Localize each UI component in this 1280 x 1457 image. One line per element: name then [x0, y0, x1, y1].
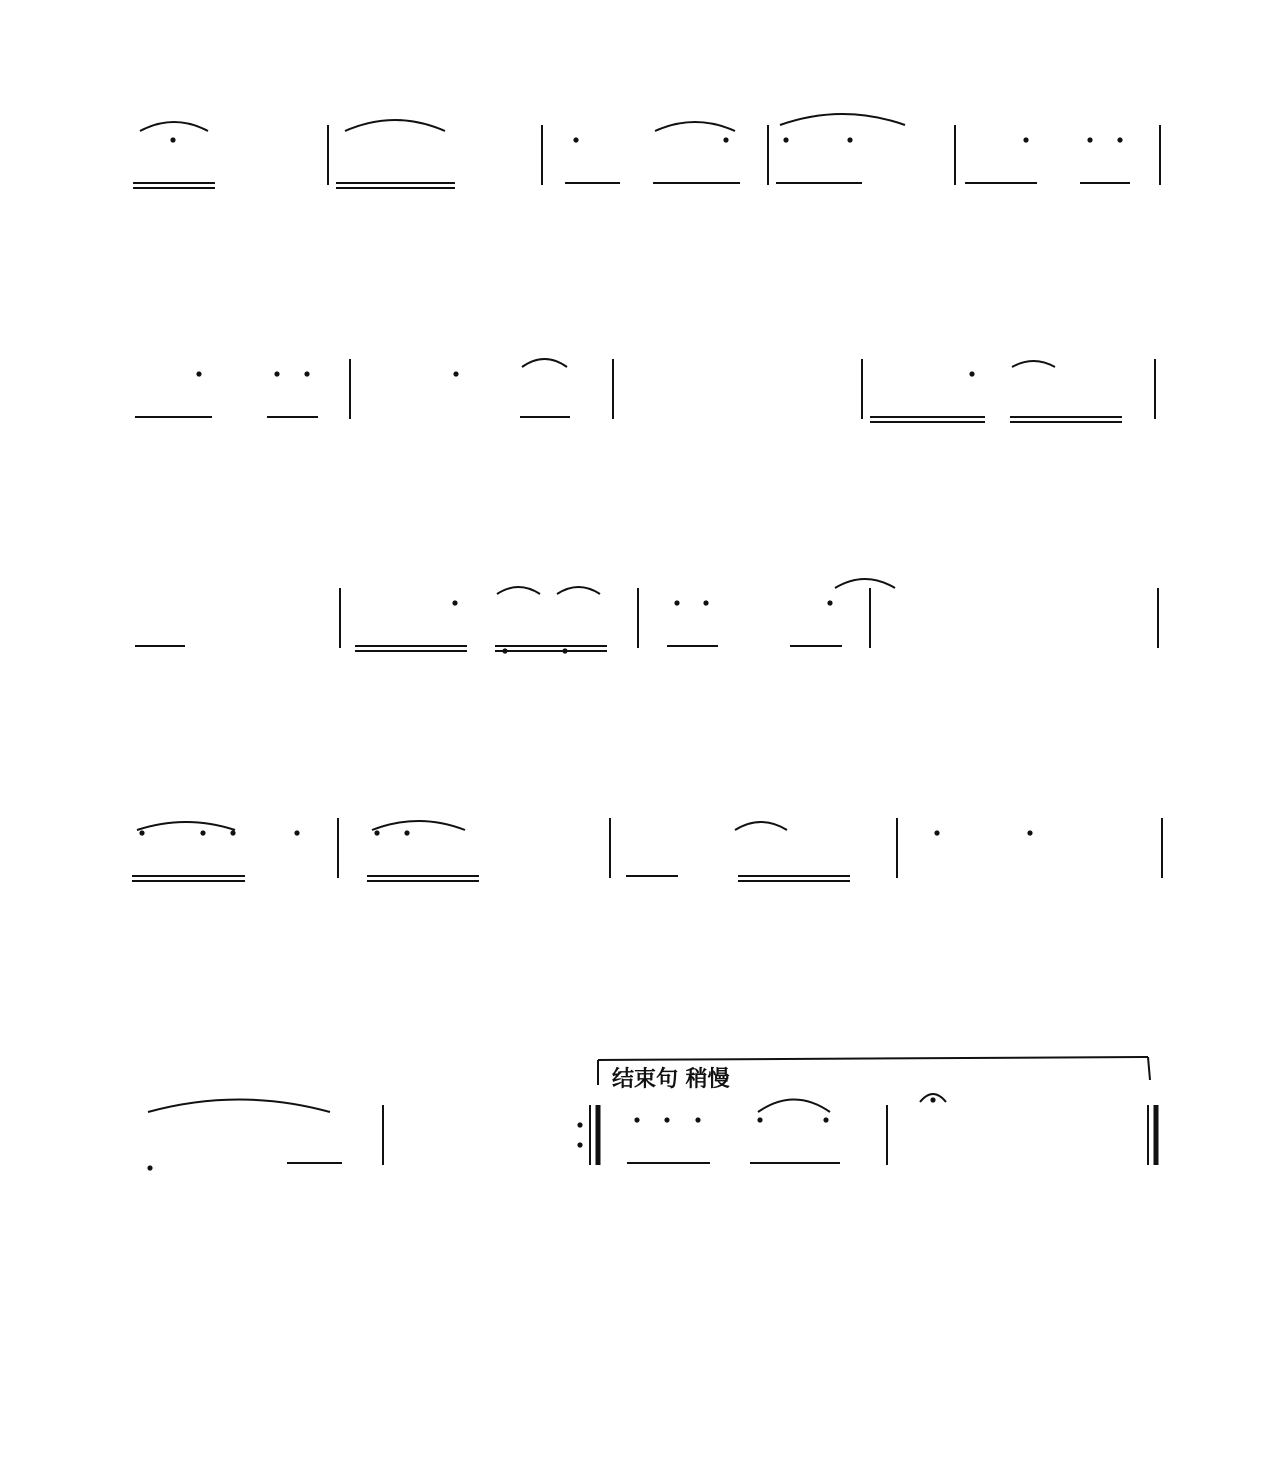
- upper-octave-dot: [969, 371, 974, 376]
- upper-octave-dot: [230, 830, 235, 835]
- upper-octave-dot: [847, 137, 852, 142]
- upper-octave-dot: [1023, 137, 1028, 142]
- slur-arc: [758, 1100, 830, 1113]
- upper-octave-dot: [723, 137, 728, 142]
- slur-arc: [345, 120, 445, 131]
- slur-arc: [497, 587, 540, 594]
- slur-arc: [372, 821, 465, 830]
- upper-octave-dot: [695, 1117, 700, 1122]
- upper-octave-dot: [573, 137, 578, 142]
- upper-octave-dot: [664, 1117, 669, 1122]
- slur-arc: [655, 122, 735, 131]
- upper-octave-dot: [294, 830, 299, 835]
- slur-arc: [140, 122, 208, 131]
- fermata-dot: [930, 1097, 935, 1102]
- slur-arc: [148, 1100, 330, 1113]
- slur-arc: [557, 587, 600, 594]
- upper-octave-dot: [453, 371, 458, 376]
- upper-octave-dot: [634, 1117, 639, 1122]
- ending-bracket-top: [598, 1057, 1148, 1060]
- lower-octave-dot: [147, 1165, 152, 1170]
- upper-octave-dot: [304, 371, 309, 376]
- slur-arc: [137, 822, 235, 830]
- repeat-dot: [577, 1142, 582, 1147]
- upper-octave-dot: [200, 830, 205, 835]
- upper-octave-dot: [170, 137, 175, 142]
- upper-octave-dot: [404, 830, 409, 835]
- upper-octave-dot: [274, 371, 279, 376]
- upper-octave-dot: [1117, 137, 1122, 142]
- upper-octave-dot: [934, 830, 939, 835]
- repeat-dot: [577, 1122, 582, 1127]
- ending-bracket-right: [1148, 1057, 1150, 1080]
- slur-arc: [780, 114, 905, 125]
- slur-arc: [735, 822, 787, 830]
- upper-octave-dot: [196, 371, 201, 376]
- upper-octave-dot: [827, 600, 832, 605]
- slur-arc: [835, 579, 895, 588]
- slur-arc: [522, 359, 567, 367]
- upper-octave-dot: [139, 830, 144, 835]
- tempo-marking: 结束句 稍慢: [612, 1066, 730, 1092]
- slur-arc: [1012, 361, 1055, 367]
- upper-octave-dot: [823, 1117, 828, 1122]
- upper-octave-dot: [452, 600, 457, 605]
- upper-octave-dot: [1027, 830, 1032, 835]
- upper-octave-dot: [674, 600, 679, 605]
- upper-octave-dot: [703, 600, 708, 605]
- upper-octave-dot: [757, 1117, 762, 1122]
- upper-octave-dot: [374, 830, 379, 835]
- upper-octave-dot: [1087, 137, 1092, 142]
- upper-octave-dot: [783, 137, 788, 142]
